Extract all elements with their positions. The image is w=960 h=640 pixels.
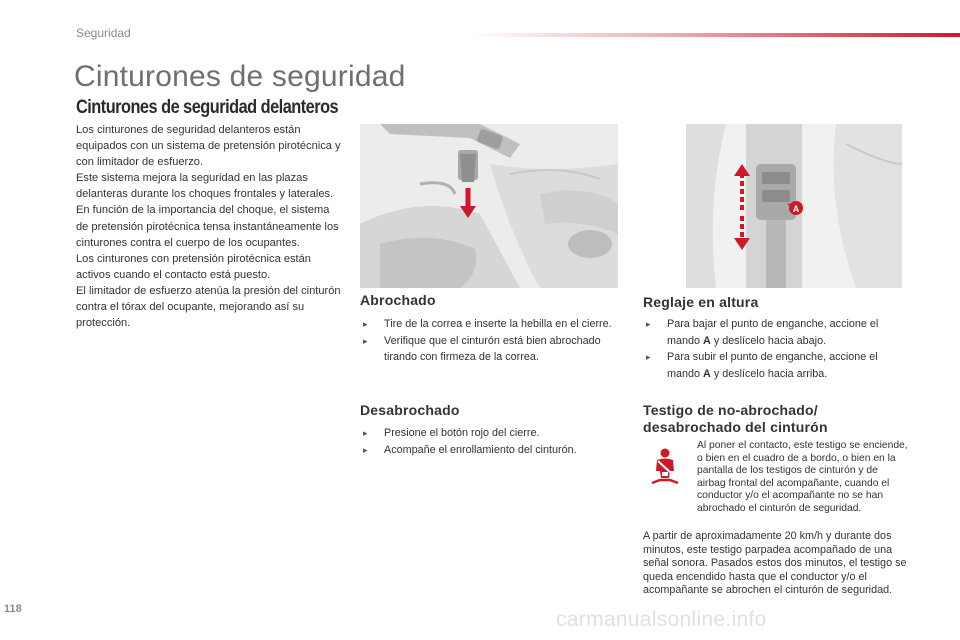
list-item (643, 316, 901, 349)
intro-paragraph: Los cinturones de seguridad delanteros están equipados con un sistema de pretensión pirotécnica y con limitador de esfuerzo. (76, 124, 341, 169)
reglaje-steps (643, 316, 901, 382)
step-text: y deslícelo hacia arriba. (710, 367, 828, 380)
intro-text (76, 122, 344, 331)
abrochado-heading: Abrochado (360, 292, 436, 308)
step-text: Para subir el punto de enganche, accione el mando (667, 351, 878, 380)
list-item (643, 349, 901, 382)
step-text: y deslícelo hacia abajo. (710, 334, 827, 347)
step-text: Para bajar el punto de enganche, accione el mando (667, 318, 879, 347)
list-item: ▸ Acompañe el enrollamiento del cinturón. (360, 442, 622, 459)
abrochado-steps (360, 316, 622, 366)
intro-paragraph: El limitador de esfuerzo atenúa la presión del cinturón contra el tórax del ocupante, mejorando así su protección. (76, 284, 341, 330)
header-rule (470, 33, 960, 37)
page-title: Cinturones de seguridad (74, 60, 406, 93)
testigo-extra: A partir de aproximadamente 20 km/h y durante dos minutos, este testigo parpadea acompañado de una señal sonora. Pasados estos dos minutos, el testigo se queda encendido hasta que el conductor y/o el acompañante se abrochen el cinturón de seguridad. (643, 530, 907, 597)
buckle-illustration (360, 124, 618, 288)
desabrochado-steps (360, 425, 622, 458)
control-key: A (703, 367, 711, 380)
list-item: ▸ Presione el botón rojo del cierre. (360, 425, 622, 442)
intro-paragraph: Este sistema mejora la seguridad en las plazas delanteras durante los choques frontales y laterales. En función de la importancia del choque, el sistema de pretensión pirotécnica tensa instantáneamente los cinturones contra el cuerpo de los ocupantes. (76, 172, 339, 249)
list-item: ▸ Tire de la correa e inserte la hebilla en el cierre. (360, 316, 622, 333)
section-label: Seguridad (76, 26, 131, 40)
desabrochado-heading: Desabrochado (360, 402, 460, 418)
control-key: A (703, 334, 711, 347)
reglaje-heading: Reglaje en altura (643, 294, 759, 310)
callout-label-a: A (792, 204, 800, 214)
watermark: carmanualsonline.info (556, 608, 767, 631)
testigo-description: Al poner el contacto, este testigo se enciende, o bien en el cuadro de a bordo, o bien en la pantalla de los testigos de cinturón y de airbag frontal del acompañante, cuando el conductor y/o el acompañante no se han abrochado el cinturón de seguridad. (697, 440, 908, 514)
seatbelt-warning-icon (646, 447, 684, 485)
testigo-heading: Testigo de no-abrochado/ desabrochado del cinturón (643, 402, 828, 435)
intro-paragraph: Los cinturones con pretensión pirotécnica están activos cuando el contacto está puesto. (76, 252, 311, 281)
height-adjuster-illustration (686, 124, 902, 288)
section-subtitle: Cinturones de seguridad delanteros (76, 97, 339, 118)
list-item: ▸ Verifique que el cinturón está bien abrochado tirando con firmeza de la correa. (360, 333, 622, 366)
page-number: 118 (4, 603, 22, 615)
